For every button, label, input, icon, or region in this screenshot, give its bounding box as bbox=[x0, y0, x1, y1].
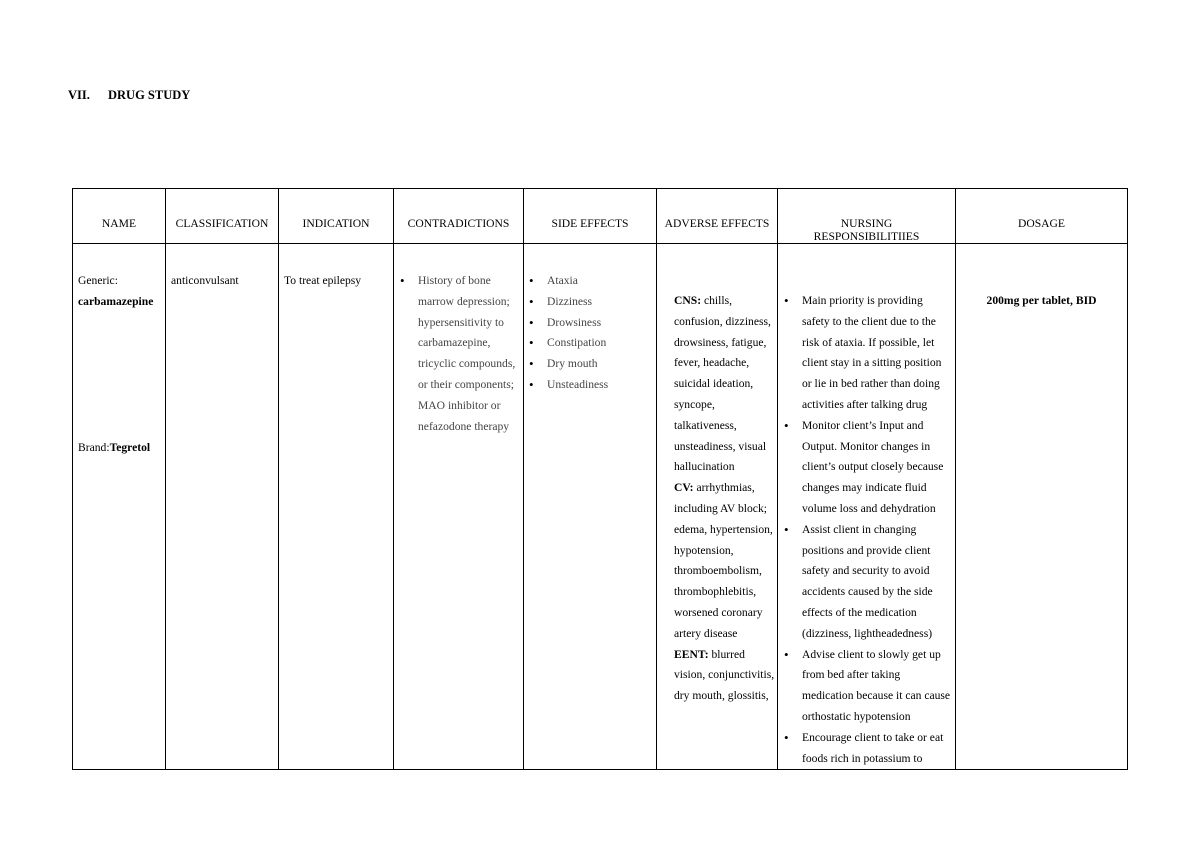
section-number: VII. bbox=[68, 88, 90, 102]
nursing-cell bbox=[778, 244, 956, 770]
classification-text: anticonvulsant bbox=[171, 274, 239, 287]
section-title: DRUG STUDY bbox=[108, 88, 191, 102]
side-effect-item: • Constipation bbox=[525, 333, 651, 354]
side-effect-item: • Unsteadiness bbox=[525, 375, 651, 396]
header-side-effects: SIDE EFFECTS bbox=[524, 189, 657, 244]
header-classification: CLASSIFICATION bbox=[166, 189, 279, 244]
header-dosage: DOSAGE bbox=[956, 189, 1128, 244]
side-effect-item: • Drowsiness bbox=[525, 313, 651, 334]
generic-label: Generic: bbox=[78, 274, 118, 287]
header-name: NAME bbox=[73, 189, 166, 244]
side-effect-item: • Dry mouth bbox=[525, 354, 651, 375]
nursing-item: • Main priority is providing safety to the client due to the risk of ataxia. If possible, let client stay in a sitting position or lie in bed rather than doing activities after talking drug bbox=[780, 291, 953, 416]
adverse-effects-text bbox=[657, 244, 777, 707]
section-heading bbox=[68, 88, 190, 103]
dosage-cell bbox=[956, 244, 1128, 770]
header-contradictions: CONTRADICTIONS bbox=[394, 189, 524, 244]
adverse-cv-text: arrhythmias, including AV block; edema, hypertension, hypotension, thromboembolism, thrombophlebitis, worsened coronary artery disease bbox=[674, 481, 773, 640]
dosage-text: 200mg per tablet, BID bbox=[986, 294, 1097, 307]
nursing-item: • Assist client in changing positions and provide client safety and security to avoid accidents caused by the side effects of the medication (dizziness, lightheadedness) bbox=[780, 520, 953, 645]
nursing-list bbox=[780, 291, 953, 769]
side-effects-list bbox=[525, 271, 651, 396]
brand-name: Tegretol bbox=[109, 440, 151, 454]
adverse-cns-text: chills, confusion, dizziness, drowsiness, fatigue, fever, headache, suicidal ideation, syncope, talkativeness, unsteadiness, visual hallucination bbox=[674, 294, 771, 474]
adverse-cns-label: CNS: bbox=[674, 294, 702, 307]
adverse-cv-label: CV: bbox=[674, 481, 694, 495]
table-row bbox=[73, 244, 1128, 770]
header-nursing-responsibilities bbox=[778, 189, 956, 244]
side-effects-cell bbox=[524, 244, 657, 770]
classification-cell bbox=[166, 244, 279, 770]
table-header-row bbox=[73, 189, 1128, 244]
drug-study-table bbox=[72, 188, 1128, 770]
contradictions-cell bbox=[394, 244, 524, 770]
contradictions-list bbox=[396, 271, 520, 437]
nursing-item: • Advise client to slowly get up from bed after taking medication because it can cause orthostatic hypotension bbox=[780, 645, 953, 728]
header-nursing-line1: NURSING bbox=[840, 217, 893, 230]
header-indication: INDICATION bbox=[279, 189, 394, 244]
brand-label: Brand: bbox=[78, 440, 110, 454]
contradiction-item: • History of bone marrow depression; hypersensitivity to carbamazepine, tricyclic compounds, or their components; MAO inhibitor or nefazodone therapy bbox=[396, 271, 520, 437]
nursing-item: • Monitor client’s Input and Output. Monitor changes in client’s output closely because changes may indicate fluid volume loss and dehydration bbox=[780, 416, 953, 520]
side-effect-item: • Dizziness bbox=[525, 292, 651, 313]
indication-cell bbox=[279, 244, 394, 770]
adverse-eent-text: blurred vision, conjunctivitis, dry mouth, glossitis, bbox=[674, 647, 775, 703]
header-nursing-line2: RESPONSIBILITIIES bbox=[813, 230, 920, 243]
generic-name: carbamazepine bbox=[78, 294, 154, 308]
nursing-item: • Encourage client to take or eat foods rich in potassium to bbox=[780, 728, 953, 770]
indication-text: To treat epilepsy bbox=[284, 274, 362, 287]
side-effect-item: • Ataxia bbox=[525, 271, 651, 292]
adverse-effects-cell bbox=[657, 244, 778, 770]
adverse-eent-label: EENT: bbox=[674, 647, 709, 661]
name-cell bbox=[73, 244, 166, 770]
header-adverse-effects: ADVERSE EFFECTS bbox=[657, 189, 778, 244]
